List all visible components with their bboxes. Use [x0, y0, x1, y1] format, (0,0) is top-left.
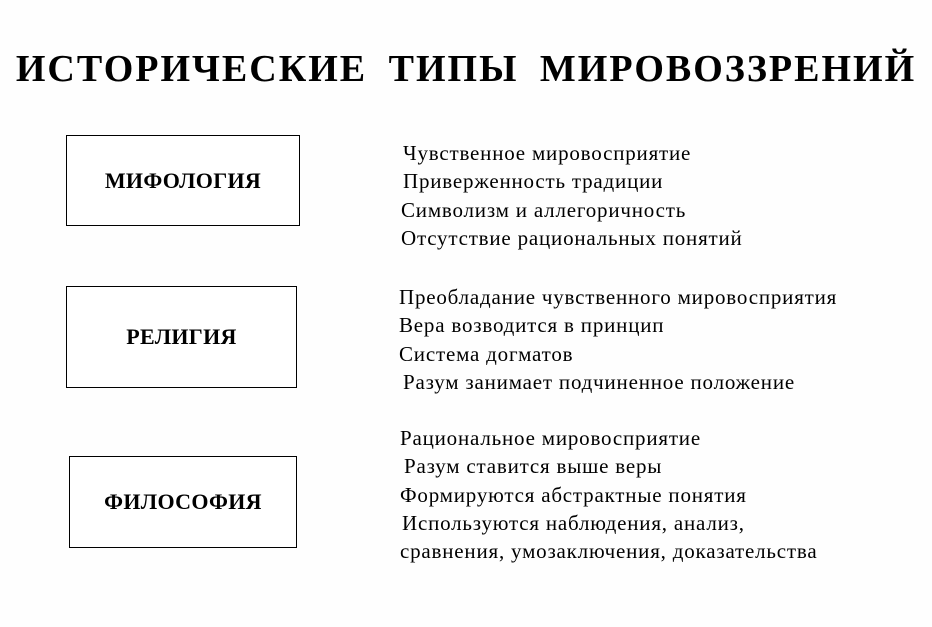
feature-item: Разум занимает подчиненное положение [403, 369, 795, 394]
feature-item: Формируются абстрактные понятия [400, 482, 747, 507]
feature-list-philosophy [400, 424, 817, 565]
feature-item: Разум ставится выше веры [404, 454, 663, 479]
feature-item: Символизм и аллегоричность [401, 197, 687, 222]
feature-item: Преобладание чувственного мировосприятия [399, 285, 838, 309]
type-label-mythology: МИФОЛОГИЯ [104, 167, 262, 193]
type-label-philosophy: ФИЛОСОФИЯ [104, 489, 262, 514]
type-box-philosophy [69, 456, 297, 548]
slide-title: ИСТОРИЧЕСКИЕ ТИПЫ МИРОВОЗЗРЕНИЙ [15, 48, 917, 90]
feature-item: сравнения, умозаключения, доказательства [400, 539, 818, 564]
feature-item: Отсутствие рациональных понятий [401, 225, 743, 250]
feature-item: Вера возводится в принцип [399, 313, 665, 338]
feature-item: Приверженность традиции [403, 169, 664, 194]
type-box-mythology [66, 135, 300, 226]
feature-item: Система догматов [399, 341, 574, 366]
type-box-religion [66, 286, 297, 388]
feature-list-mythology [401, 139, 743, 252]
feature-item: Используются наблюдения, анализ, [402, 510, 745, 535]
feature-item: Чувственное мировосприятие [403, 141, 692, 165]
feature-item: Рациональное мировосприятие [400, 426, 701, 450]
type-label-religion: РЕЛИГИЯ [126, 324, 237, 349]
feature-list-religion [399, 283, 837, 396]
